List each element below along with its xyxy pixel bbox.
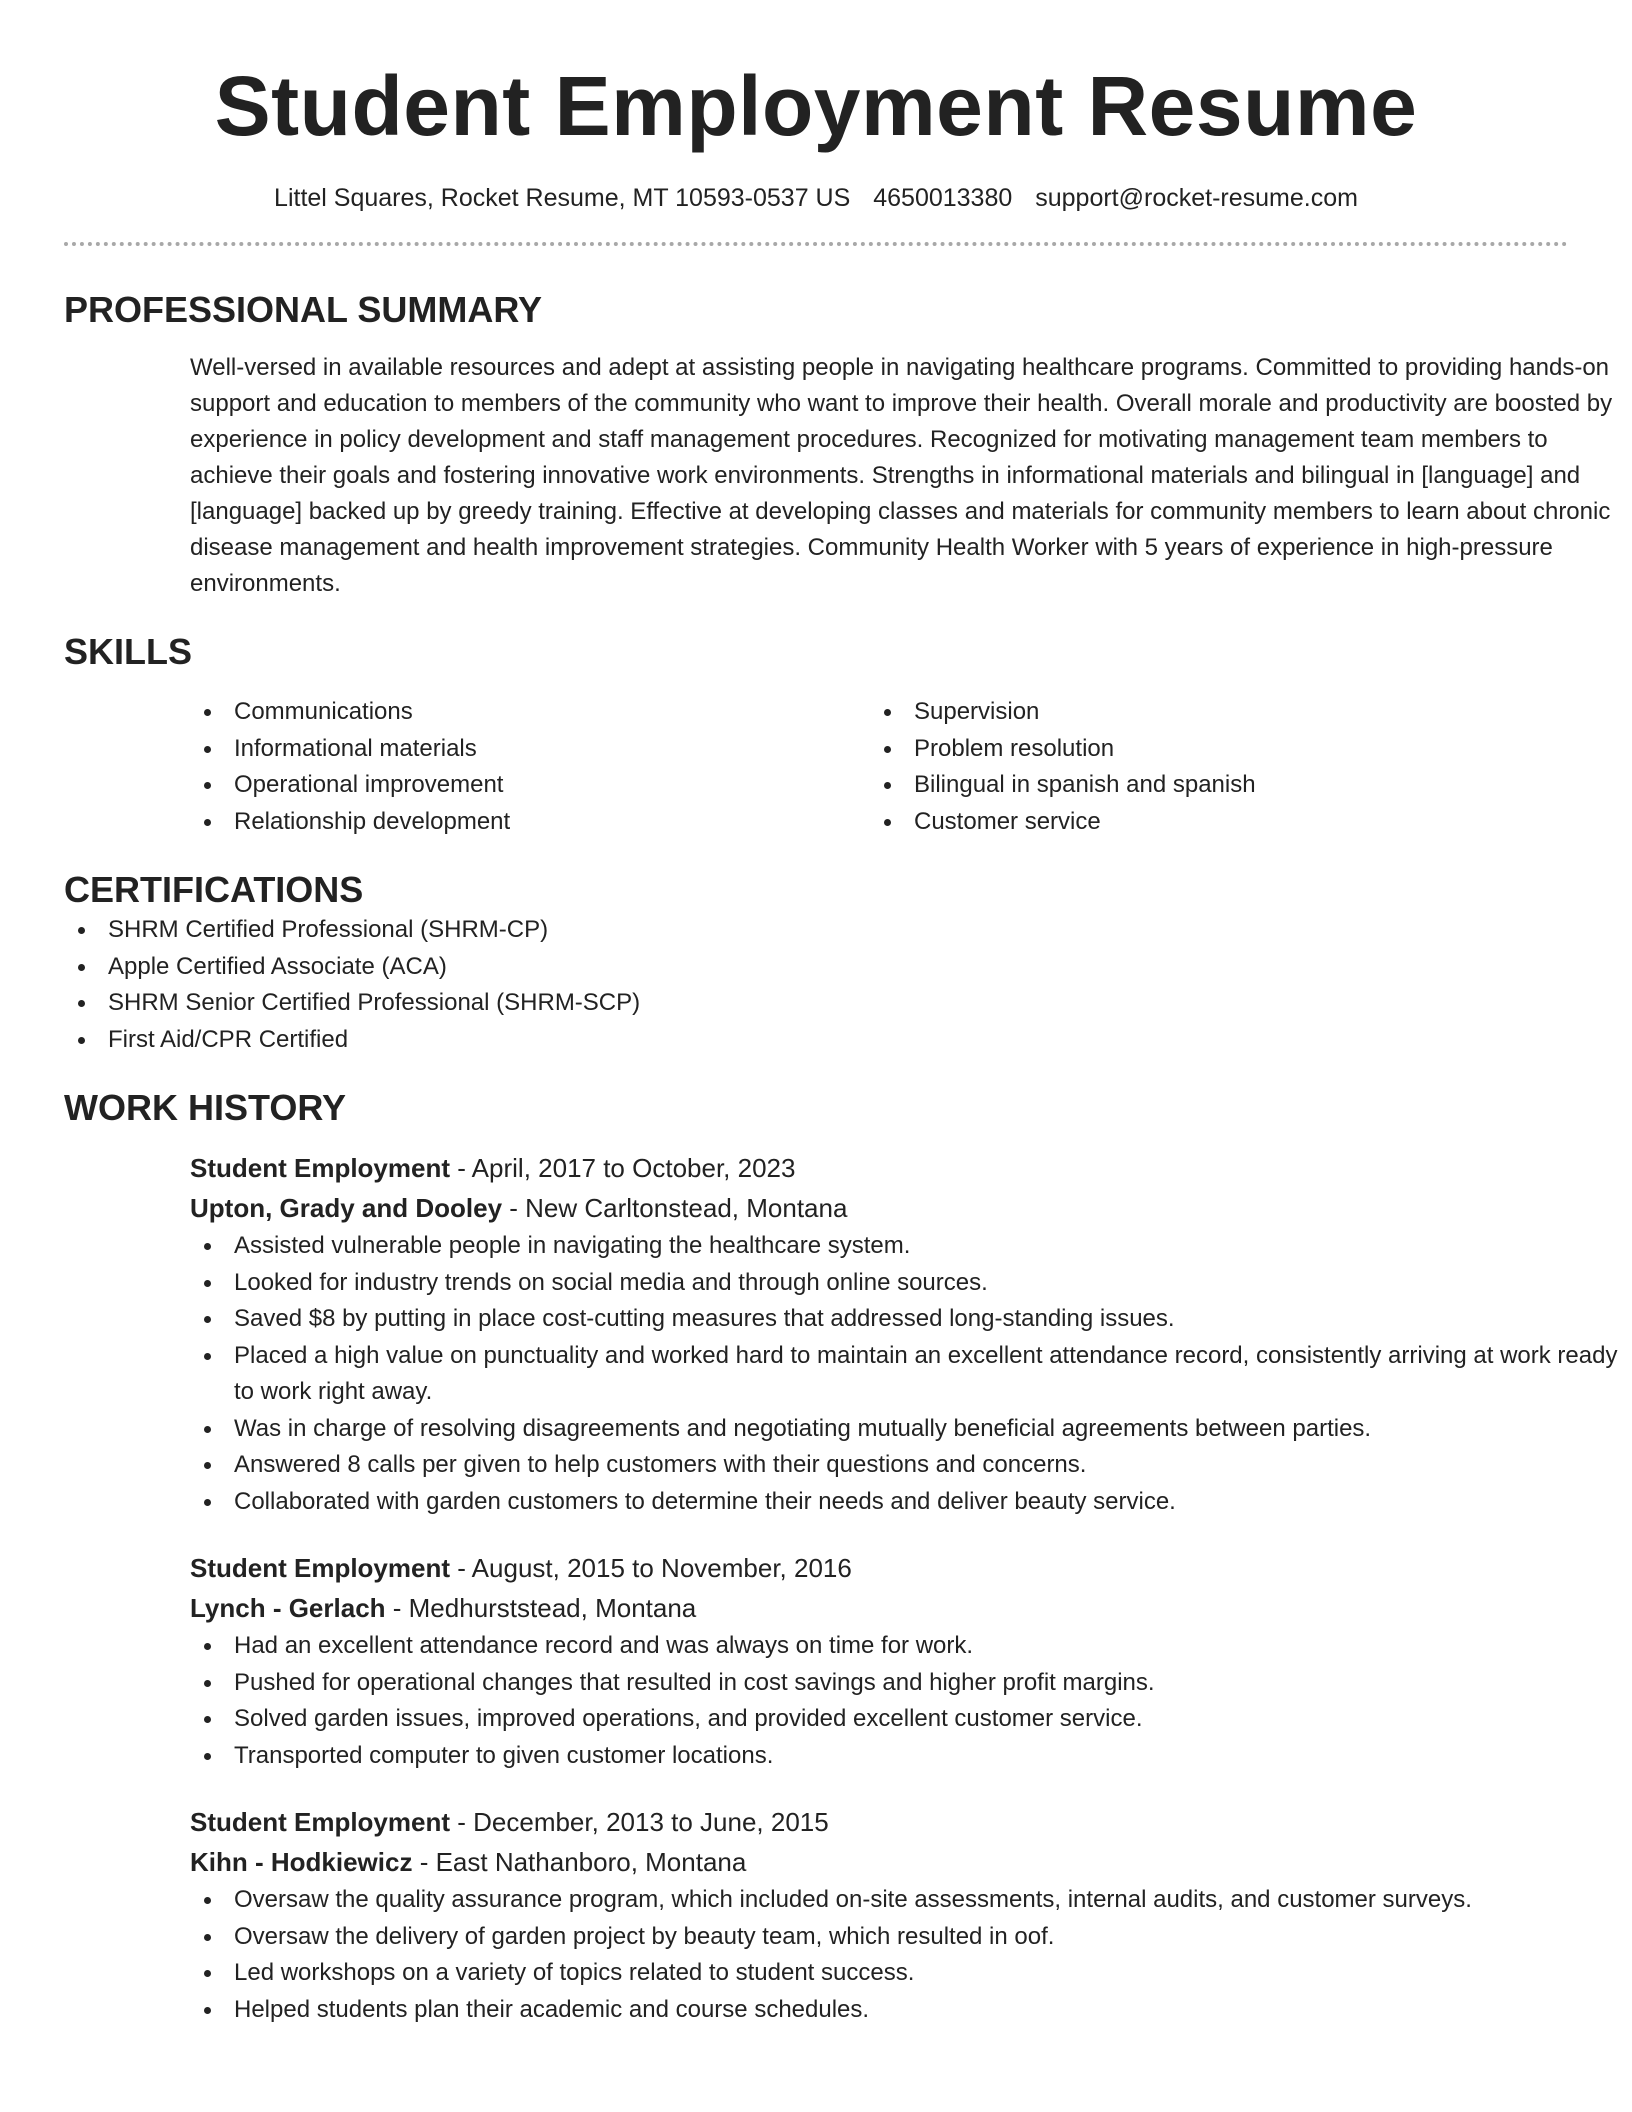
contact-address: Littel Squares, Rocket Resume, MT 10593-0537 US: [274, 184, 851, 212]
section-skills: [64, 630, 1568, 840]
job-bullet: Pushed for operational changes that resulted in cost savings and higher profit margins.: [190, 1665, 1632, 1702]
job-bullet: Helped students plan their academic and course schedules.: [190, 1992, 1632, 2029]
skill-item: Informational materials: [190, 731, 870, 768]
certification-item: First Aid/CPR Certified: [64, 1022, 1568, 1059]
certification-item: SHRM Certified Professional (SHRM-CP): [64, 912, 1568, 949]
skills-grid: [190, 694, 1568, 840]
section-title-work-history: WORK HISTORY: [64, 1087, 347, 1128]
section-title-skills: SKILLS: [64, 631, 193, 672]
job-location: - New Carltonstead, Montana: [502, 1193, 848, 1223]
summary-text: Well-versed in available resources and adept at assisting people in navigating healthcare programs. Committed to providing hands-on support and education to members of the community who want to improve their health. Overall morale and productivity are boosted by experience in policy development and staff management procedures. Recognized for motivating management team members to achieve their goals and fostering innovative work environments. Strengths in informational materials and bilingual in [language] and [language] backed up by greedy training. Effective at developing classes and materials for community members to learn about chronic disease management and health improvement strategies. Community Health Worker with 5 years of experience in high-pressure environments.: [190, 354, 1613, 597]
job-company: Lynch - Gerlach: [190, 1593, 386, 1623]
job-title-line: [190, 1548, 1568, 1588]
job-dates: - December, 2013 to June, 2015: [450, 1807, 829, 1837]
job-dates: - April, 2017 to October, 2023: [450, 1153, 796, 1183]
skill-item: Supervision: [870, 694, 1550, 731]
job-entry: [190, 1148, 1618, 1520]
section-title-summary: PROFESSIONAL SUMMARY: [64, 289, 543, 330]
job-entry: [190, 1548, 1568, 1774]
job-bullet: Was in charge of resolving disagreements and negotiating mutually beneficial agreements between parties.: [190, 1411, 1632, 1448]
job-title-line: [190, 1802, 1568, 1842]
skill-item: Relationship development: [190, 804, 870, 841]
job-bullet: Had an excellent attendance record and was always on time for work.: [190, 1628, 1632, 1665]
job-bullet: Led workshops on a variety of topics related to student success.: [190, 1955, 1632, 1992]
section-title-certifications: CERTIFICATIONS: [64, 869, 364, 910]
skill-item: Bilingual in spanish and spanish: [870, 767, 1550, 804]
job-role: Student Employment: [190, 1153, 451, 1183]
job-bullet: Solved garden issues, improved operations, and provided excellent customer service.: [190, 1701, 1632, 1738]
contact-phone: 4650013380: [873, 184, 1013, 212]
job-title-line: [190, 1148, 1568, 1188]
job-bullet: Assisted vulnerable people in navigating the healthcare system.: [190, 1228, 1632, 1265]
contact-email: support@rocket-resume.com: [1035, 184, 1358, 212]
job-company-line: [190, 1188, 1568, 1228]
certification-item: Apple Certified Associate (ACA): [64, 949, 1568, 986]
skills-column-right: [870, 694, 1550, 840]
skill-item: Communications: [190, 694, 870, 731]
skills-list-left: [190, 694, 870, 840]
job-bullets: [190, 1228, 1618, 1520]
job-dates: - August, 2015 to November, 2016: [450, 1553, 852, 1583]
job-bullet: Oversaw the quality assurance program, which included on-site assessments, internal audits, and customer surveys.: [190, 1882, 1632, 1919]
job-company: Kihn - Hodkiewicz: [190, 1847, 413, 1877]
resume-header: [64, 0, 1568, 214]
contact-info: [64, 182, 1568, 214]
job-company-line: [190, 1588, 1568, 1628]
section-work-history: [64, 1086, 1618, 2028]
job-role: Student Employment: [190, 1807, 451, 1837]
section-professional-summary: [64, 288, 1613, 602]
job-bullet: Placed a high value on punctuality and worked hard to maintain an excellent attendance record, consistently arriving at work ready to work right away.: [190, 1338, 1632, 1411]
certification-item: SHRM Senior Certified Professional (SHRM-SCP): [64, 985, 1568, 1022]
skill-item: Operational improvement: [190, 767, 870, 804]
job-bullets: [190, 1628, 1568, 1774]
job-bullet: Transported computer to given customer locations.: [190, 1738, 1632, 1775]
resume-title: Student Employment Resume: [214, 59, 1418, 153]
job-company-line: [190, 1842, 1568, 1882]
header-divider: [64, 242, 1568, 246]
skills-column-left: [190, 694, 870, 840]
job-company: Upton, Grady and Dooley: [190, 1193, 503, 1223]
job-entry: [190, 1802, 1568, 2028]
job-location: - Medhurststead, Montana: [385, 1593, 697, 1623]
job-bullet: Looked for industry trends on social media and through online sources.: [190, 1265, 1632, 1302]
job-location: - East Nathanboro, Montana: [412, 1847, 747, 1877]
certifications-list: [64, 912, 1568, 1058]
job-bullet: Answered 8 calls per given to help customers with their questions and concerns.: [190, 1447, 1632, 1484]
job-bullet: Collaborated with garden customers to determine their needs and deliver beauty service.: [190, 1484, 1632, 1521]
skill-item: Problem resolution: [870, 731, 1550, 768]
skills-list-right: [870, 694, 1550, 840]
job-role: Student Employment: [190, 1553, 451, 1583]
job-bullet: Oversaw the delivery of garden project by beauty team, which resulted in oof.: [190, 1919, 1632, 1956]
skill-item: Customer service: [870, 804, 1550, 841]
job-bullets: [190, 1882, 1568, 2028]
section-certifications: [64, 868, 1568, 1058]
job-bullet: Saved $8 by putting in place cost-cutting measures that addressed long-standing issues.: [190, 1301, 1632, 1338]
